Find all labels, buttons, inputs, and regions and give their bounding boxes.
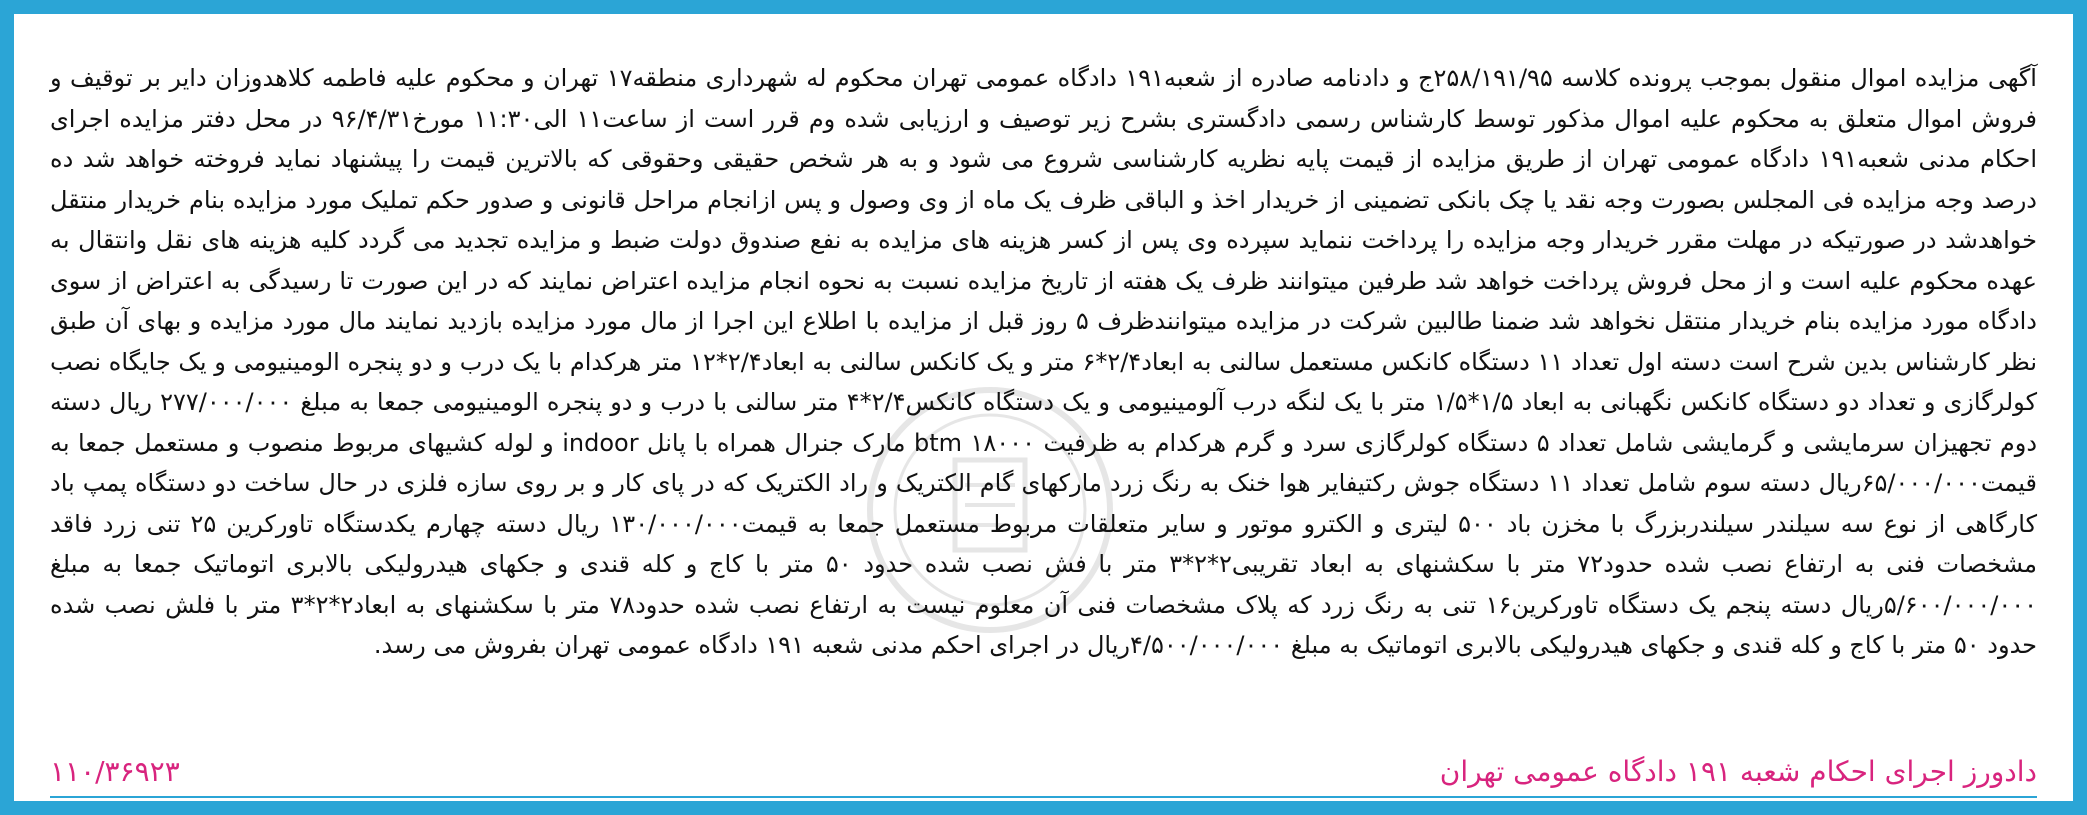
notice-footer <box>50 752 2037 792</box>
bottom-divider <box>50 796 2037 798</box>
notice-code: ۱۱۰/۳۶۹۲۳ <box>50 755 180 788</box>
auction-notice-text: آگهی مزایده اموال منقول بموجب پرونده کلاسه ۲۵۸/۱۹۱/۹۵ج و دادنامه صادره از شعبه۱۹۱ دادگاه عمومی تهران محکوم له شهرداری منطقه۱۷ تهران و محکوم علیه فاطمه کلاهدوزان دایر بر توقیف و فروش اموال متعلق به محکوم علیه اموال مذکور توسط کارشناس رسمی دادگستری بشرح زیر توصیف و ارزیابی شده وم قرر است از ساعت۱۱ الی۱۱:۳۰ مورخ۹۶/۴/۳۱ در محل دفتر مزایده اجرای احکام مدنی شعبه۱۹۱ دادگاه عمومی تهران از طریق مزایده از قیمت پایه نظریه کارشناسی شروع می شود و به هر شخص حقیقی وحقوقی که بالاترین قیمت را پیشنهاد نماید فروخته خواهد شد ده درصد وجه مزایده فی المجلس بصورت وجه نقد یا چک بانکی تضمینی از خریدار اخذ و الباقی ظرف یک ماه از وی وصول و پس ازانجام مراحل قانونی و صدور حکم تملیک مورد مزایده بنام خریدار منتقل خواهدشد در صورتیکه در مهلت مقرر خریدار وجه مزایده را پرداخت ننماید سپرده وی پس از کسر هزینه های مزایده به نفع صندوق دولت ضبط و مزایده تجدید می گردد کلیه هزینه های نقل وانتقال به عهده محکوم علیه است و از محل فروش پرداخت خواهد شد طرفین میتوانند ظرف یک هفته از تاریخ مزایده نسبت به نحوه انجام مزایده اعتراض نمایند که در این صورت تا رسیدگی به اعتراض از سوی دادگاه مورد مزایده بنام خریدار منتقل نخواهد شد ضمنا طالبین شرکت در مزایده میتوانندظرف ۵ روز قبل از مزایده با اطلاع این اجرا از مال مورد مزایده بازدید نمایند مال مورد مزایده و بهای آن طبق نظر کارشناس بدین شرح است دسته اول تعداد ۱۱ دستگاه کانکس مستعمل سالنی به ابعاد۲/۴*۶ متر و یک کانکس سالنی به ابعاد۲/۴*۱۲ متر هرکدام با یک درب و دو پنجره الومینیومی و یک جایگاه نصب کولرگازی و تعداد دو دستگاه کانکس نگهبانی به ابعاد ۱/۵*۱/۵ متر با یک لنگه درب آلومینیومی و یک دستگاه کانکس۲/۴*۴ متر سالنی با درب و دو پنجره الومینیومی جمعا به مبلغ ۲۷۷/۰۰۰/۰۰۰ ریال دسته دوم تجهیزان سرمایشی و گرمایشی شامل تعداد ۵ دستگاه کولرگازی سرد و گرم هرکدام به ظرفیت btm ۱۸۰۰۰ مارک جنرال همراه با پانل indoor و لوله کشیهای مربوط منصوب و مستعمل جمعا به قیمت۶۵/۰۰۰/۰۰۰ریال دسته سوم شامل تعداد ۱۱ دستگاه جوش رکتیفایر هوا خنک به رنگ زرد مارکهای گام الکتریک و راد الکتریک که در پای کار و بر روی سازه فلزی در حال ساخت دو دستگاه پمپ باد کارگاهی از نوع سه سیلندر سیلندربزرگ با مخزن باد ۵۰۰ لیتری و الکترو موتور و سایر متعلقات مربوط مستعمل جمعا به قیمت۱۳۰/۰۰۰/۰۰۰ ریال دسته چهارم یکدستگاه تاورکرین ۲۵ تنی زرد فاقد مشخصات فنی به ارتفاع نصب شده حدود۷۲ متر با سکشنهای به ابعاد تقریبی۲*۲*۳ متر با فش نصب شده حدود ۵۰ متر با کاج و کله قندی و جکهای هیدرولیکی بالابری اتوماتیک جمعا به مبلغ ۵/۶۰۰/۰۰۰/۰۰۰ریال دسته پنجم یک دستگاه تاورکرین۱۶ تنی به رنگ زرد که پلاک مشخصات فنی آن معلوم نیست به ارتفاع نصب شده حدود۷۸ متر با سکشنهای به ابعاد۲*۲*۳ متر با فلش نصب شده حدود ۵۰ متر با کاج و کله قندی و جکهای هیدرولیکی بالابری اتوماتیک به مبلغ ۴/۵۰۰/۰۰۰/۰۰۰ریال در اجرای احکم مدنی شعبه ۱۹۱ دادگاه عمومی تهران بفروش می رسد. <box>50 64 2038 659</box>
issuer-signature: دادورز اجرای احکام شعبه ۱۹۱ دادگاه عمومی تهران <box>1439 755 2037 788</box>
